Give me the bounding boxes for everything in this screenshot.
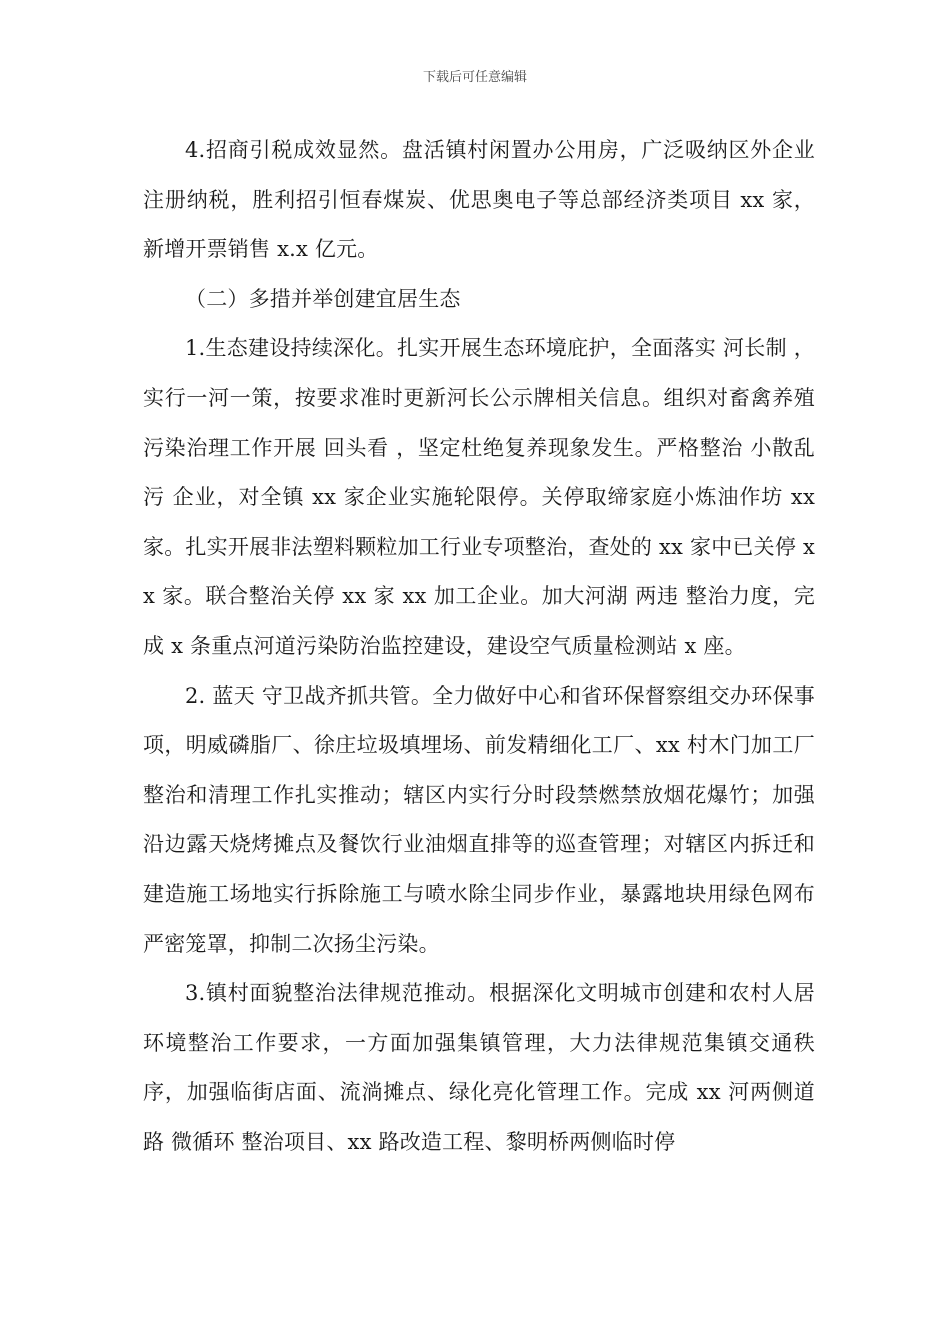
document-body <box>143 126 815 1167</box>
section-heading-ecology: （二）多措并举创建宜居生态 <box>185 286 461 311</box>
paragraph-town-village-rectification: 3.镇村面貌整治法律规范推动。根据深化文明城市创建和农村人居环境整治工作要求，一方面加强集镇管理，大力法律规范集镇交通秩序，加强临街店面、流淌摊点、绿化亮化管理工作。完成 xx 河两侧道路 微循环 整治项目、xx 路改造工程、黎明桥两侧临时停 <box>143 981 815 1154</box>
page-header-note: 下载后可任意编辑 <box>422 70 527 85</box>
paragraph-blue-sky-defense: 2. 蓝天 守卫战齐抓共管。全力做好中心和省环保督察组交办环保事项，明威磷脂厂、徐庄垃圾填埋场、前发精细化工厂、xx 村木门加工厂整治和清理工作扎实推动；辖区内实行分时段禁燃禁放烟花爆竹；加强沿边露天烧烤摊点及餐饮行业油烟直排等的巡查管理；对辖区内拆迁和建造施工场地实行拆除施工与喷水除尘同步作业，暴露地块用绿色网布严密笼罩，抑制二次扬尘污染。 <box>143 683 815 956</box>
paragraph-investment-tax: 4.招商引税成效显然。盘活镇村闲置办公用房，广泛吸纳区外企业注册纳税，胜利招引恒春煤炭、优思奥电子等总部经济类项目 xx 家，新增开票销售 x.x 亿元。 <box>143 138 815 262</box>
paragraph-ecological-construction: 1.生态建设持续深化。扎实开展生态环境庇护，全面落实 河长制 ，实行一河一策，按要求准时更新河长公示牌相关信息。组织对畜禽养殖污染治理工作开展 回头看 ，坚定杜绝复养现象发生。严格整治 小散乱污 企业，对全镇 xx 家企业实施轮限停。关停取缔家庭小炼油作坊 xx 家。扎实开展非法塑料颗粒加工行业专项整治，查处的 xx 家中已关停 xx 家。联合整治关停 xx 家 xx 加工企业。加大河湖 两违 整治力度，完成 x 条重点河道污染防治监控建设，建设空气质量检测站 x 座。 <box>143 336 815 658</box>
